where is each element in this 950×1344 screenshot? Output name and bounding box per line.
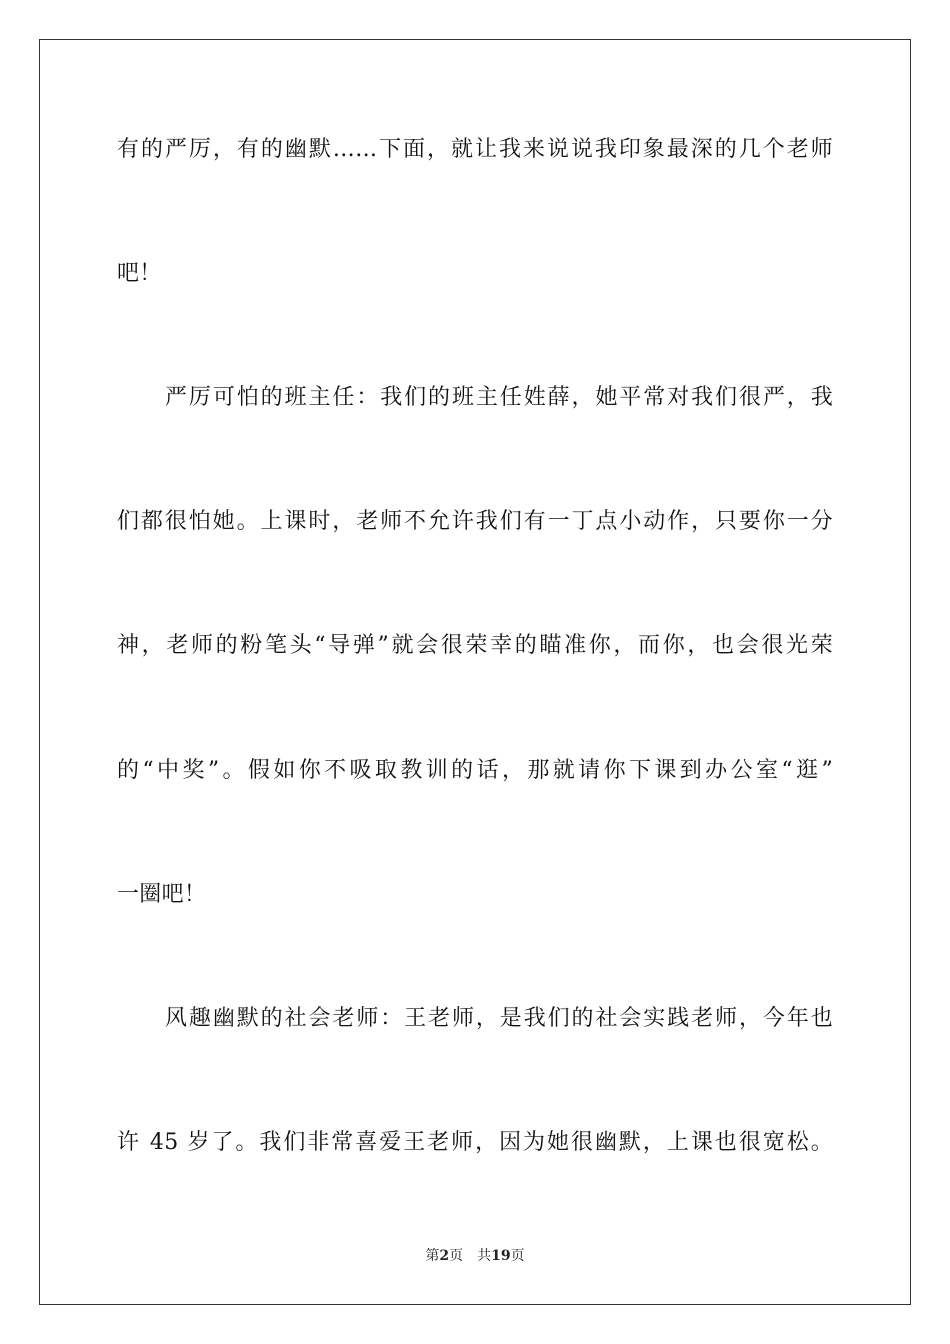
text-line-1: 有的严厉，有的幽默……下面，就让我来说说我印象最深的几个老师 [117, 137, 833, 162]
page-footer [0, 1246, 950, 1266]
text-line-2: 吧！ [117, 261, 162, 286]
text-line-8: 风趣幽默的社会老师：王老师，是我们的社会实践老师，今年也 [165, 1006, 833, 1031]
text-line-4: 们都很怕她。上课时，老师不允许我们有一丁点小动作，只要你一分 [117, 509, 833, 534]
total-suffix: 页 [510, 1248, 525, 1264]
page-border [39, 39, 911, 1305]
text-line-9: 许 45 岁了。我们非常喜爱王老师，因为她很幽默，上课也很宽松。 [117, 1130, 833, 1155]
text-line-6: 的“中奖”。假如你不吸取教训的话，那就请你下课到办公室“逛” [117, 758, 833, 783]
page-suffix: 页 [449, 1248, 464, 1264]
page-number: 2 [439, 1248, 450, 1264]
text-line-7: 一圈吧！ [117, 882, 207, 907]
total-pages: 19 [491, 1248, 511, 1264]
page-prefix: 第 [425, 1248, 440, 1264]
text-line-3: 严厉可怕的班主任：我们的班主任姓薛，她平常对我们很严，我 [165, 385, 833, 410]
text-line-5: 神，老师的粉笔头“导弹”就会很荣幸的瞄准你，而你，也会很光荣 [117, 633, 833, 658]
total-prefix: 共 [477, 1248, 492, 1264]
